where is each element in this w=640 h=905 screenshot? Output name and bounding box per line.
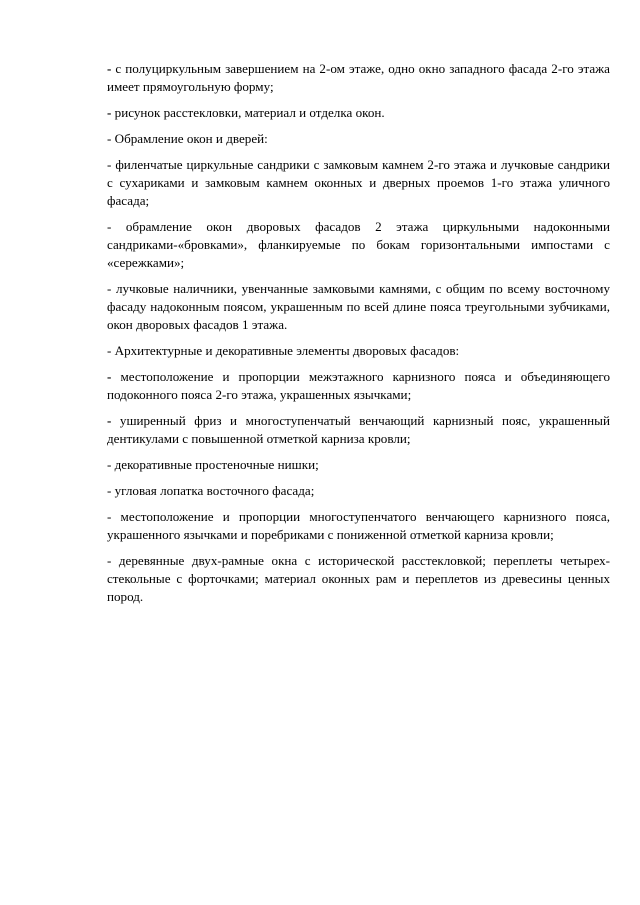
paragraph-lead: -: [107, 369, 112, 384]
paragraph-text: - лучковые наличники, увенчанные замковыми камнями, с общим по всему восточному фасаду надоконным поясом, украшенным по всей длине пояса треугольными зубчиками, окон дворовых фасадов 1 этажа.: [107, 281, 610, 332]
paragraph-text: - местоположение и пропорции многоступенчатого венчающего карнизного пояса, украшенного язычками и поребриками с пониженной отметкой карниза кровли;: [107, 509, 610, 542]
paragraph-lead: -: [107, 61, 112, 76]
paragraph-text: - Архитектурные и декоративные элементы дворовых фасадов:: [107, 343, 460, 358]
paragraph-10: [107, 456, 610, 474]
paragraph-8: [107, 368, 610, 404]
paragraph-2: [107, 104, 610, 122]
paragraph-text: рисунок расстекловки, материал и отделка окон.: [111, 105, 385, 120]
paragraph-9: [107, 412, 610, 448]
paragraph-3: [107, 130, 610, 148]
paragraph-7: [107, 342, 610, 360]
paragraph-text: - декоративные простеночные нишки;: [107, 457, 319, 472]
paragraph-12: [107, 508, 610, 544]
paragraph-4: [107, 156, 610, 210]
paragraph-6: [107, 280, 610, 334]
paragraph-text: с полуциркульным завершением на 2-ом этаже, одно окно западного фасада 2-го этажа имеет прямоугольную форму;: [107, 61, 610, 94]
paragraph-text: - Обрамление окон и дверей:: [107, 131, 268, 146]
paragraph-lead: -: [107, 413, 112, 428]
paragraph-11: [107, 482, 610, 500]
paragraph-13: [107, 552, 610, 606]
paragraph-text: - угловая лопатка восточного фасада;: [107, 483, 315, 498]
document-body: [107, 60, 610, 606]
paragraph-text: местоположение и пропорции межэтажного карнизного пояса и объединяющего подоконного пояса 2-го этажа, украшенных язычками;: [107, 369, 610, 402]
paragraph-5: [107, 218, 610, 272]
paragraph-text: уширенный фриз и многоступенчатый венчающий карнизный пояс, украшенный дентикулами с повышенной отметкой карниза кровли;: [107, 413, 610, 446]
paragraph-text: - филенчатые циркульные сандрики с замковым камнем 2-го этажа и лучковые сандрики с сухариками и замковым камнем оконных и дверных проемов 1-го этажа уличного фасада;: [107, 157, 610, 208]
paragraph-lead: -: [107, 105, 112, 120]
paragraph-text: - деревянные двух-рамные окна с исторической расстекловкой; переплеты четырех-стекольные с форточками; материал оконных рам и переплетов из древесины ценных пород.: [107, 553, 610, 604]
paragraph-1: [107, 60, 610, 96]
paragraph-text: - обрамление окон дворовых фасадов 2 этажа циркульными надоконными сандриками-«бровками», фланкируемые по бокам горизонтальными импостами с «сережками»;: [107, 219, 610, 270]
